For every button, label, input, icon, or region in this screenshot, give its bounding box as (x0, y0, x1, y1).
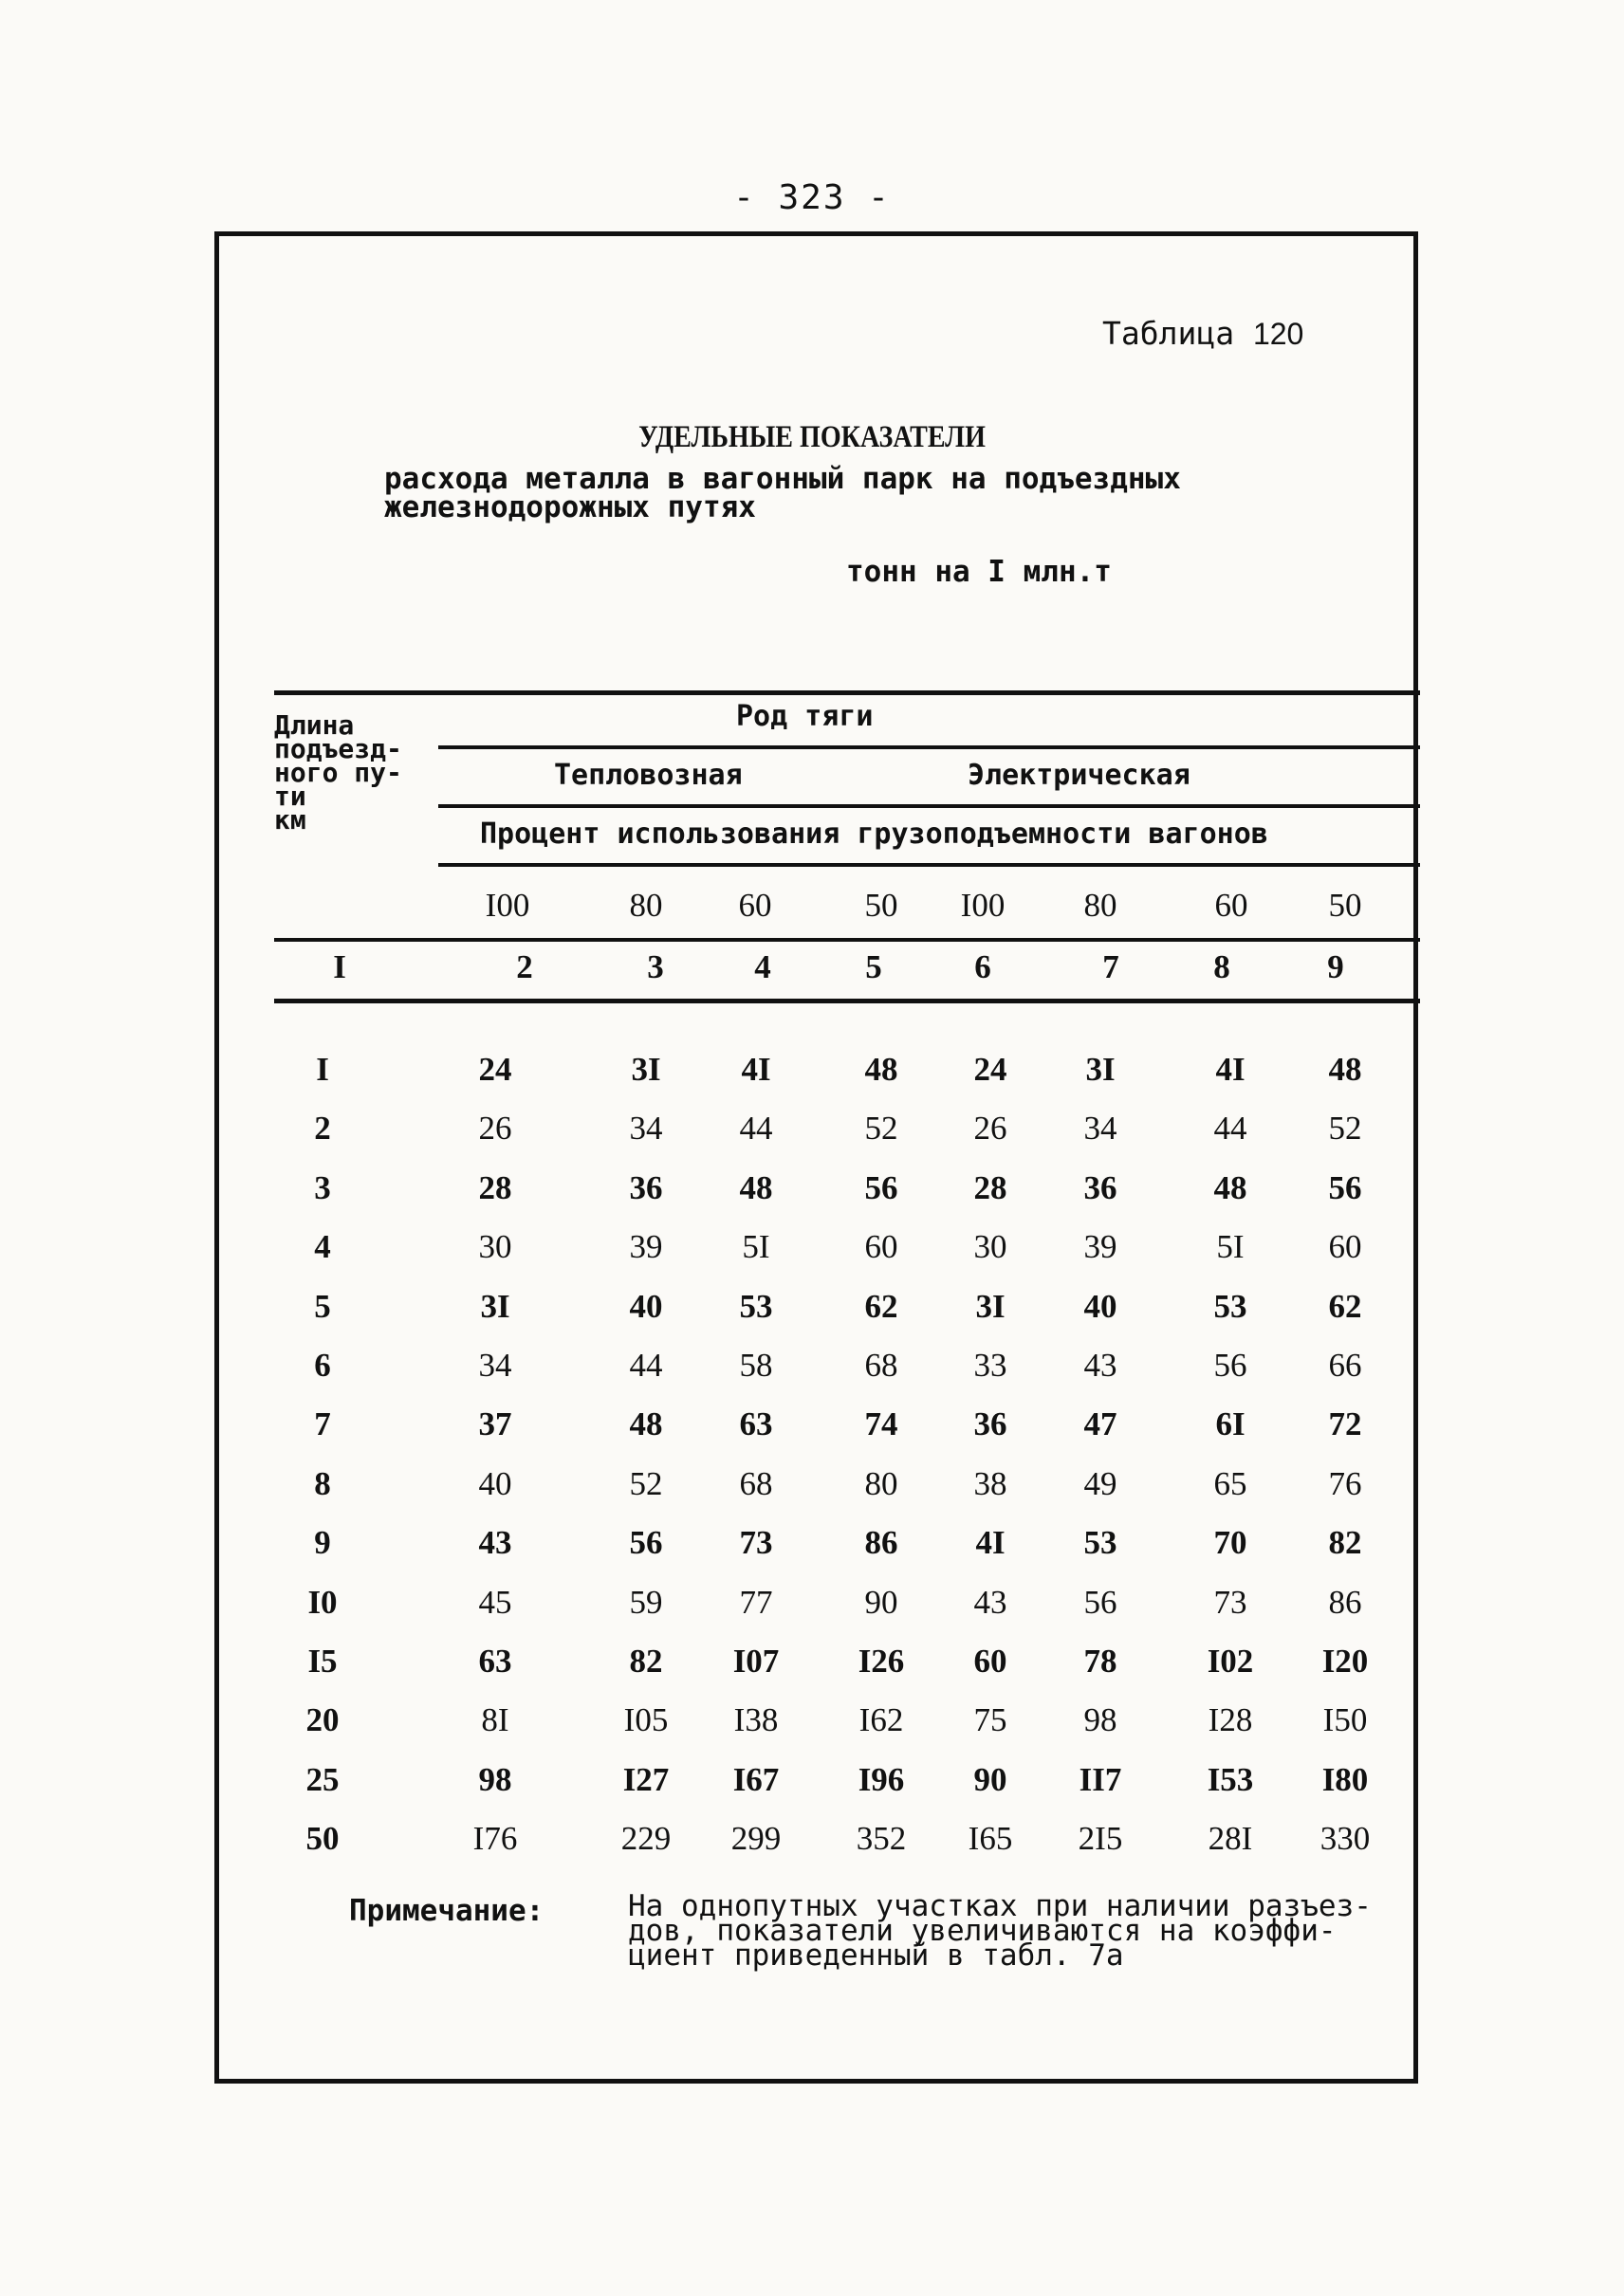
row-length: 3 (314, 1169, 331, 1206)
table-cell: 56 (1083, 1584, 1117, 1621)
row-length: 7 (314, 1405, 331, 1442)
table-cell: 70 (1213, 1524, 1247, 1561)
table-cell: 3I (480, 1288, 510, 1325)
table-cell: 75 (973, 1701, 1007, 1738)
table-label-number: 120 (1252, 317, 1304, 351)
table-cell: I28 (1208, 1701, 1253, 1738)
table-cell: 48 (864, 1051, 898, 1088)
table-cell: 56 (629, 1524, 663, 1561)
column-number: 4 (754, 948, 771, 985)
length-header: Длина подъезд- ного пу- ти км (274, 709, 402, 836)
table-cell: 90 (864, 1584, 898, 1621)
table-cell: 34 (629, 1110, 663, 1147)
row-length: 5 (314, 1288, 331, 1325)
table-cell: 76 (1328, 1465, 1362, 1502)
row-length: 6 (314, 1347, 331, 1384)
column-number: 9 (1327, 948, 1344, 985)
table-cell: 40 (1083, 1288, 1117, 1325)
page-number: - 323 - (733, 178, 891, 217)
table-cell: 36 (973, 1405, 1007, 1442)
row-length: I5 (307, 1643, 338, 1680)
table-cell: 4I (1215, 1051, 1246, 1088)
usage-header: Процент использования грузоподъемности вагонов (480, 817, 1268, 851)
table-cell: 47 (1083, 1405, 1117, 1442)
column-number: I (333, 948, 346, 985)
table-cell: 86 (1328, 1584, 1362, 1621)
percent-cell: 60 (1214, 887, 1248, 924)
table-cell: 52 (864, 1110, 898, 1147)
table-cell: 28 (478, 1169, 512, 1206)
table-cell: I05 (623, 1701, 669, 1738)
table-cell: 44 (1213, 1110, 1247, 1147)
table-cell: 65 (1213, 1465, 1247, 1502)
row-length: 25 (305, 1761, 340, 1798)
table-cell: 39 (1083, 1228, 1117, 1265)
column-number: 3 (647, 948, 664, 985)
table-cell: 40 (478, 1465, 512, 1502)
rule-usage (438, 863, 1420, 867)
group-header-electric: Электрическая (968, 759, 1190, 792)
note-text: На однопутных участках при наличии разъез- дов, показатели увеличиваются на коэффи- циент приведенный в табл. 7а (628, 1889, 1372, 1973)
table-cell: I02 (1207, 1643, 1254, 1680)
percent-cell: 50 (1328, 887, 1362, 924)
rule-colnums (274, 999, 1420, 1003)
table-cell: 98 (1083, 1701, 1117, 1738)
table-cell: 36 (629, 1169, 663, 1206)
row-length: I (316, 1051, 329, 1088)
table-cell: 48 (739, 1169, 773, 1206)
table-cell: 24 (478, 1051, 512, 1088)
table-cell: 4I (741, 1051, 771, 1088)
table-cell: I07 (732, 1643, 780, 1680)
table-cell: 33 (973, 1347, 1007, 1384)
rule-top (274, 690, 1420, 695)
table-cell: 74 (864, 1405, 898, 1442)
table-cell: 40 (629, 1288, 663, 1325)
units-label: тонн на I млн.т (846, 555, 1112, 589)
table-cell: 90 (973, 1761, 1007, 1798)
table-cell: 77 (739, 1584, 773, 1621)
percent-cell: 60 (738, 887, 772, 924)
table-cell: 68 (864, 1347, 898, 1384)
row-length: 2 (314, 1110, 331, 1147)
table-cell: 72 (1328, 1405, 1362, 1442)
table-cell: I65 (968, 1820, 1013, 1857)
table-cell: 352 (856, 1820, 907, 1857)
table-cell: I53 (1207, 1761, 1254, 1798)
table-cell: I80 (1321, 1761, 1369, 1798)
table-cell: 53 (1083, 1524, 1117, 1561)
table-cell: 68 (739, 1465, 773, 1502)
table-cell: II7 (1079, 1761, 1122, 1798)
column-number: 8 (1213, 948, 1230, 985)
column-number: 7 (1102, 948, 1119, 985)
table-cell: 66 (1328, 1347, 1362, 1384)
table-cell: 73 (739, 1524, 773, 1561)
table-cell: 80 (864, 1465, 898, 1502)
table-cell: 60 (1328, 1228, 1362, 1265)
subtitle: расхода металла в вагонный парк на подъездных железнодорожных путях (384, 462, 1181, 524)
table-cell: 44 (629, 1347, 663, 1384)
rule-percent (274, 938, 1420, 942)
table-cell: 44 (739, 1110, 773, 1147)
table-cell: I38 (733, 1701, 779, 1738)
table-label (1102, 315, 1303, 352)
table-cell: I76 (472, 1820, 518, 1857)
table-cell: 58 (739, 1347, 773, 1384)
main-title: УДЕЛЬНЫЕ ПОКАЗАТЕЛИ (638, 420, 986, 454)
table-cell: 3I (1085, 1051, 1116, 1088)
table-cell: 56 (864, 1169, 898, 1206)
percent-cell: 80 (1083, 887, 1117, 924)
row-length: 50 (305, 1820, 340, 1857)
table-cell: 3I (975, 1288, 1006, 1325)
table-cell: 56 (1328, 1169, 1362, 1206)
table-cell: 62 (864, 1288, 898, 1325)
rule-traction (438, 745, 1420, 749)
percent-cell: I00 (960, 887, 1006, 924)
percent-cell: I00 (485, 887, 530, 924)
table-cell: 3I (631, 1051, 661, 1088)
table-label-prefix: Таблица (1102, 315, 1235, 352)
table-cell: 82 (1328, 1524, 1362, 1561)
table-cell: 37 (478, 1405, 512, 1442)
table-cell: 5I (1216, 1228, 1245, 1265)
table-cell: I50 (1322, 1701, 1368, 1738)
table-cell: 98 (478, 1761, 512, 1798)
table-cell: I20 (1321, 1643, 1369, 1680)
table-cell: 52 (1328, 1110, 1362, 1147)
row-length: I0 (307, 1584, 338, 1621)
table-cell: 48 (1328, 1051, 1362, 1088)
table-cell: I26 (858, 1643, 905, 1680)
table-cell: 229 (620, 1820, 672, 1857)
column-number: 6 (974, 948, 991, 985)
table-cell: 6I (1215, 1405, 1246, 1442)
row-length: 4 (314, 1228, 331, 1265)
table-cell: 38 (973, 1465, 1007, 1502)
table-cell: 52 (629, 1465, 663, 1502)
table-cell: 49 (1083, 1465, 1117, 1502)
table-cell: I96 (858, 1761, 905, 1798)
table-cell: 26 (478, 1110, 512, 1147)
table-cell: 82 (629, 1643, 663, 1680)
table-cell: 60 (973, 1643, 1007, 1680)
table-cell: I27 (622, 1761, 670, 1798)
table-cell: 86 (864, 1524, 898, 1561)
table-cell: 24 (973, 1051, 1007, 1088)
table-cell: 45 (478, 1584, 512, 1621)
table-cell: 8I (481, 1701, 509, 1738)
table-cell: 2I5 (1078, 1820, 1123, 1857)
table-cell: 30 (973, 1228, 1007, 1265)
table-cell: 39 (629, 1228, 663, 1265)
table-cell: 43 (973, 1584, 1007, 1621)
table-cell: 36 (1083, 1169, 1117, 1206)
table-cell: 28I (1208, 1820, 1253, 1857)
row-length: 9 (314, 1524, 331, 1561)
table-cell: 299 (730, 1820, 782, 1857)
table-cell: 63 (478, 1643, 512, 1680)
column-number: 5 (865, 948, 882, 985)
group-header-diesel: Тепловозная (554, 759, 743, 792)
rule-groups (438, 804, 1420, 808)
table-cell: 26 (973, 1110, 1007, 1147)
note-label: Примечание: (349, 1894, 544, 1928)
table-cell: 53 (1213, 1288, 1247, 1325)
table-cell: 43 (478, 1524, 512, 1561)
table-cell: 5I (742, 1228, 770, 1265)
table-cell: 330 (1320, 1820, 1371, 1857)
table-cell: 56 (1213, 1347, 1247, 1384)
table-cell: I62 (858, 1701, 904, 1738)
column-number: 2 (516, 948, 533, 985)
table-cell: 62 (1328, 1288, 1362, 1325)
percent-cell: 50 (864, 887, 898, 924)
table-cell: 63 (739, 1405, 773, 1442)
table-cell: I67 (732, 1761, 780, 1798)
traction-type-header: Род тяги (736, 700, 874, 733)
row-length: 8 (314, 1465, 331, 1502)
percent-cell: 80 (629, 887, 663, 924)
table-cell: 34 (478, 1347, 512, 1384)
table-cell: 59 (629, 1584, 663, 1621)
table-cell: 30 (478, 1228, 512, 1265)
table-cell: 53 (739, 1288, 773, 1325)
table-cell: 28 (973, 1169, 1007, 1206)
table-cell: 73 (1213, 1584, 1247, 1621)
table-cell: 34 (1083, 1110, 1117, 1147)
table-cell: 78 (1083, 1643, 1117, 1680)
table-cell: 43 (1083, 1347, 1117, 1384)
row-length: 20 (305, 1701, 340, 1738)
table-cell: 4I (975, 1524, 1006, 1561)
table-cell: 48 (1213, 1169, 1247, 1206)
table-cell: 48 (629, 1405, 663, 1442)
table-cell: 60 (864, 1228, 898, 1265)
